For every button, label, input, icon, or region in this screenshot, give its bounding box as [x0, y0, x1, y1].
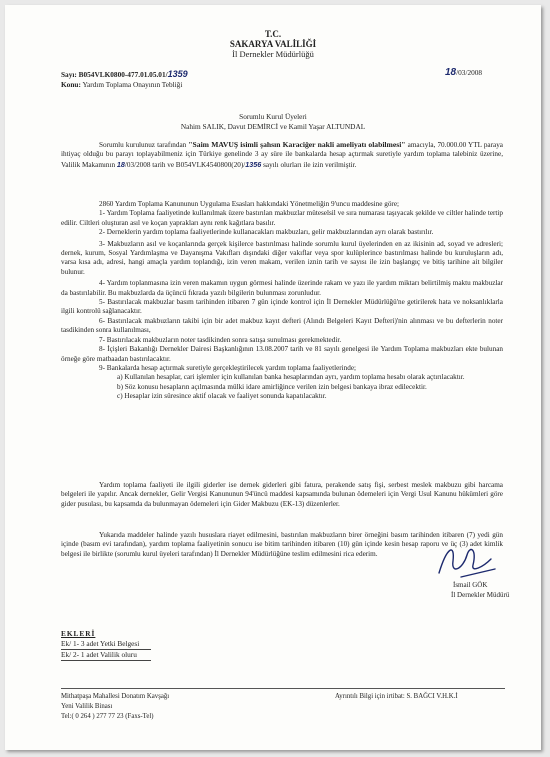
attachments-heading: EKLERİ — [61, 629, 96, 638]
footer-address-1: Mithatpaşa Mahallesi Donatım Kavşağı — [61, 693, 170, 700]
rule-item: 1- Yardım Toplama faaliyetinde kullanılmak üzere bastırılan makbuzlar müteselsil ve sıra numarası taşıyacak şekilde ve ciltler halinde tertip edilir. Ciltleri oluşturan asıl ve koçan yaprakları aynı renk kağıtlara basılır. — [61, 209, 503, 227]
signature-scribble — [433, 539, 503, 583]
konu-line — [61, 80, 182, 90]
header-tc: T.C. — [264, 29, 282, 39]
attachment-item: Ek/ 1- 3 adet Yetki Belgesi — [61, 639, 151, 650]
header-valilik: SAKARYA VALİLİĞİ — [229, 39, 317, 49]
footer-address-2: Yeni Valilik Binası — [61, 703, 113, 710]
rule-item: 4- Yardım toplanmasına izin veren makamın uygun görmesi halinde üzerinde rakam ve yazı ile yardım miktarı belirtilmiş maktu makbuzlar da bastırılabilir. Bu makbuzlarda da üçüncü fıkrada yazılı bilgilerin bulunması zorunludur. — [61, 279, 503, 297]
intro-part-a: Sorumlu kurulunuz tarafından — [99, 141, 189, 149]
date-line — [445, 68, 482, 78]
addressee-title: Sorumlu Kurul Üyeleri — [239, 112, 307, 121]
sayi-line — [61, 70, 188, 80]
signatory-name: İsmail GÖK — [453, 581, 488, 589]
date-rest: /03/2008 — [456, 68, 483, 77]
signatory-title: İl Dernekler Müdürü — [451, 591, 510, 599]
date-handwritten: 18 — [445, 67, 457, 78]
rule-item: 7- Bastırılacak makbuzların noter tasdikinden sonra satışa sunulması gerekmektedir. — [99, 335, 342, 344]
footer-contact-info: Ayrıntılı Bilgi için irtibat: S. BAĞCI V.H.K.İ — [335, 693, 458, 700]
rule-item: 8- İçişleri Bakanlığı Dernekler Dairesi Başkanlığının 13.08.2007 tarih ve 81 sayılı genelgesi ile Yardım Toplama makbuzları ekte bulunan örneğe göre matbaadan bastırılacaktır. — [61, 345, 503, 363]
intro-hand-date: 18 — [116, 159, 125, 169]
rule-item: 5- Bastırılacak makbuzlar basım tarihinden itibaren 7 gün içinde kontrol için İl Dernekler Müdürlüğü'ne getirilerek hata ve noksanlıklarla ilgili kontrolü sağlanacaktır. — [61, 298, 503, 316]
expenses-paragraph: Yardım toplama faaliyeti ile ilgili giderler ise dernek giderleri gibi fatura, perakende satış fişi, serbest meslek makbuzu gibi harcama belgeleri ile yapılır. Ancak dernekler, Gelir Vergisi Kanununun 94'üncü maddesi kapsamında bulunan ödemeleri için Vergi Usul Kanunu hükümleri göre gider pusulası, bu kapsamda da bulunmayan ödemeleri için Gider Makbuzu (EK-13) düzenlerler. — [61, 481, 503, 508]
footer-telephone: Tel:( 0 264 ) 277 77 23 (Faxs-Tel) — [61, 713, 154, 720]
rule-item: 9- Bankalarda hesap açtırmak suretiyle gerçekleştirilecek yardım toplama faaliyetlerinde; — [99, 363, 357, 372]
sayi-value: : B054VLK0800-477.01.05.01/ — [74, 70, 168, 79]
sayi-handwritten: 1359 — [167, 69, 188, 79]
closing-paragraph: Yukarıda maddeler halinde yazılı hususlara riayet edilmesini, bastırılan makbuzların birer örneğini basım tarihinden itibaren (7) yedi gün içinde (basım evi tarafından), yardım toplama faaliyetinin sonucu ise bitim tarihinden itibaren (10) gün içinde kesin hesap raporu ve üç (3) adet kimlik belgesi ile birlikte (sorumlu kurul üyeleri tarafından) İl Dernekler Müdürlüğüne teslim edilmesini rica ederim. — [61, 531, 503, 558]
header-mudurluk: İl Dernekler Müdürlüğü — [232, 49, 314, 59]
intro-subject: "Saim MAVUŞ isimli şahsın Karaciğer nakli ameliyatı olabilmesi" — [188, 140, 406, 149]
konu-value: Yardım Toplama Onayının Tebliği — [82, 80, 183, 89]
intro-part-d: sayılı olurları ile izin verilmiştir. — [261, 160, 357, 169]
subrule-item: a) Kullanılan hesaplar, cari işlemler için kullanılan banka hesaplarından ayrı, yardım toplama hesabı olarak açtırılacaktır. — [117, 373, 465, 382]
subrule-item: b) Söz konusu hesapların açılmasında mülki idare amirliğince verilen izin belgesi bankaya ibraz edilecektir. — [117, 382, 427, 391]
konu-label: Konu: — [61, 80, 81, 89]
rules-block — [61, 200, 503, 402]
intro-hand-number: 1356 — [245, 159, 262, 169]
rules-intro: 2860 Yardım Toplama Kanununun Uygulama Esasları hakkındaki Yönetmeliğin 9'uncu maddesine göre; — [99, 200, 400, 208]
addressee-names: Nahim SALIK, Davut DEMİRCİ ve Kamil Yaşar ALTUNDAL — [180, 122, 366, 131]
attachment-item: Ek/ 2- 1 adet Valilik oluru — [61, 650, 151, 661]
sayi-label: Sayı — [61, 70, 75, 79]
subrule-item: c) Hesaplar izin süresince aktif olacak ve faaliyet sonunda kapatılacaktır. — [117, 392, 327, 401]
intro-part-b: amacıyla, 70.000.00 YTL paraya ihtiyaç olduğu bu parayı toplayabilmeniz için Türkiye genelinde 3 ay süre ile bankalarda hesap açtırmak suretiyle yardım toplama talebiniz üzerine, Valilik Makamının — [61, 141, 503, 169]
intro-paragraph — [61, 140, 503, 170]
rule-item: 3- Makbuzların asıl ve koçanlarında gerçek kişilerce bastırılması halinde sorumlu kurul üyelerinden en az ikisinin ad, soyad ve adresleri; dernek, kurum, Sosyal Yardımlaşma ve Dayanışma Vakıfları dışındaki diğer vakıflar veya spor kulüplerince bastırılması halinde bu kuruluşların adı, varsa kısa adı, adresi, hangi amaçla yardım toplandığı, izin veren makam, verilen iznin tarih ve sayısı ile izin başlangıç ve bitiş tarihine ait bilgiler bulunur. — [61, 239, 503, 276]
rule-item: 6- Bastırılacak makbuzların takibi için bir adet makbuz kayıt defteri (Alındı Belgeleri Kayıt Defteri)'nin alınması ve bu defterlerin noter tasdikinden sonra kullanılması, — [61, 316, 503, 335]
intro-part-c: /03/2008 tarih ve B054VLK4540800(20)/ — [124, 160, 246, 169]
document-page — [5, 5, 541, 750]
rule-item: 2- Derneklerin yardım toplama faaliyetlerinde kullanacakları makbuzları, gelir makbuzlarından ayrı olarak bastırılır. — [99, 228, 434, 237]
footer-divider — [61, 688, 505, 689]
